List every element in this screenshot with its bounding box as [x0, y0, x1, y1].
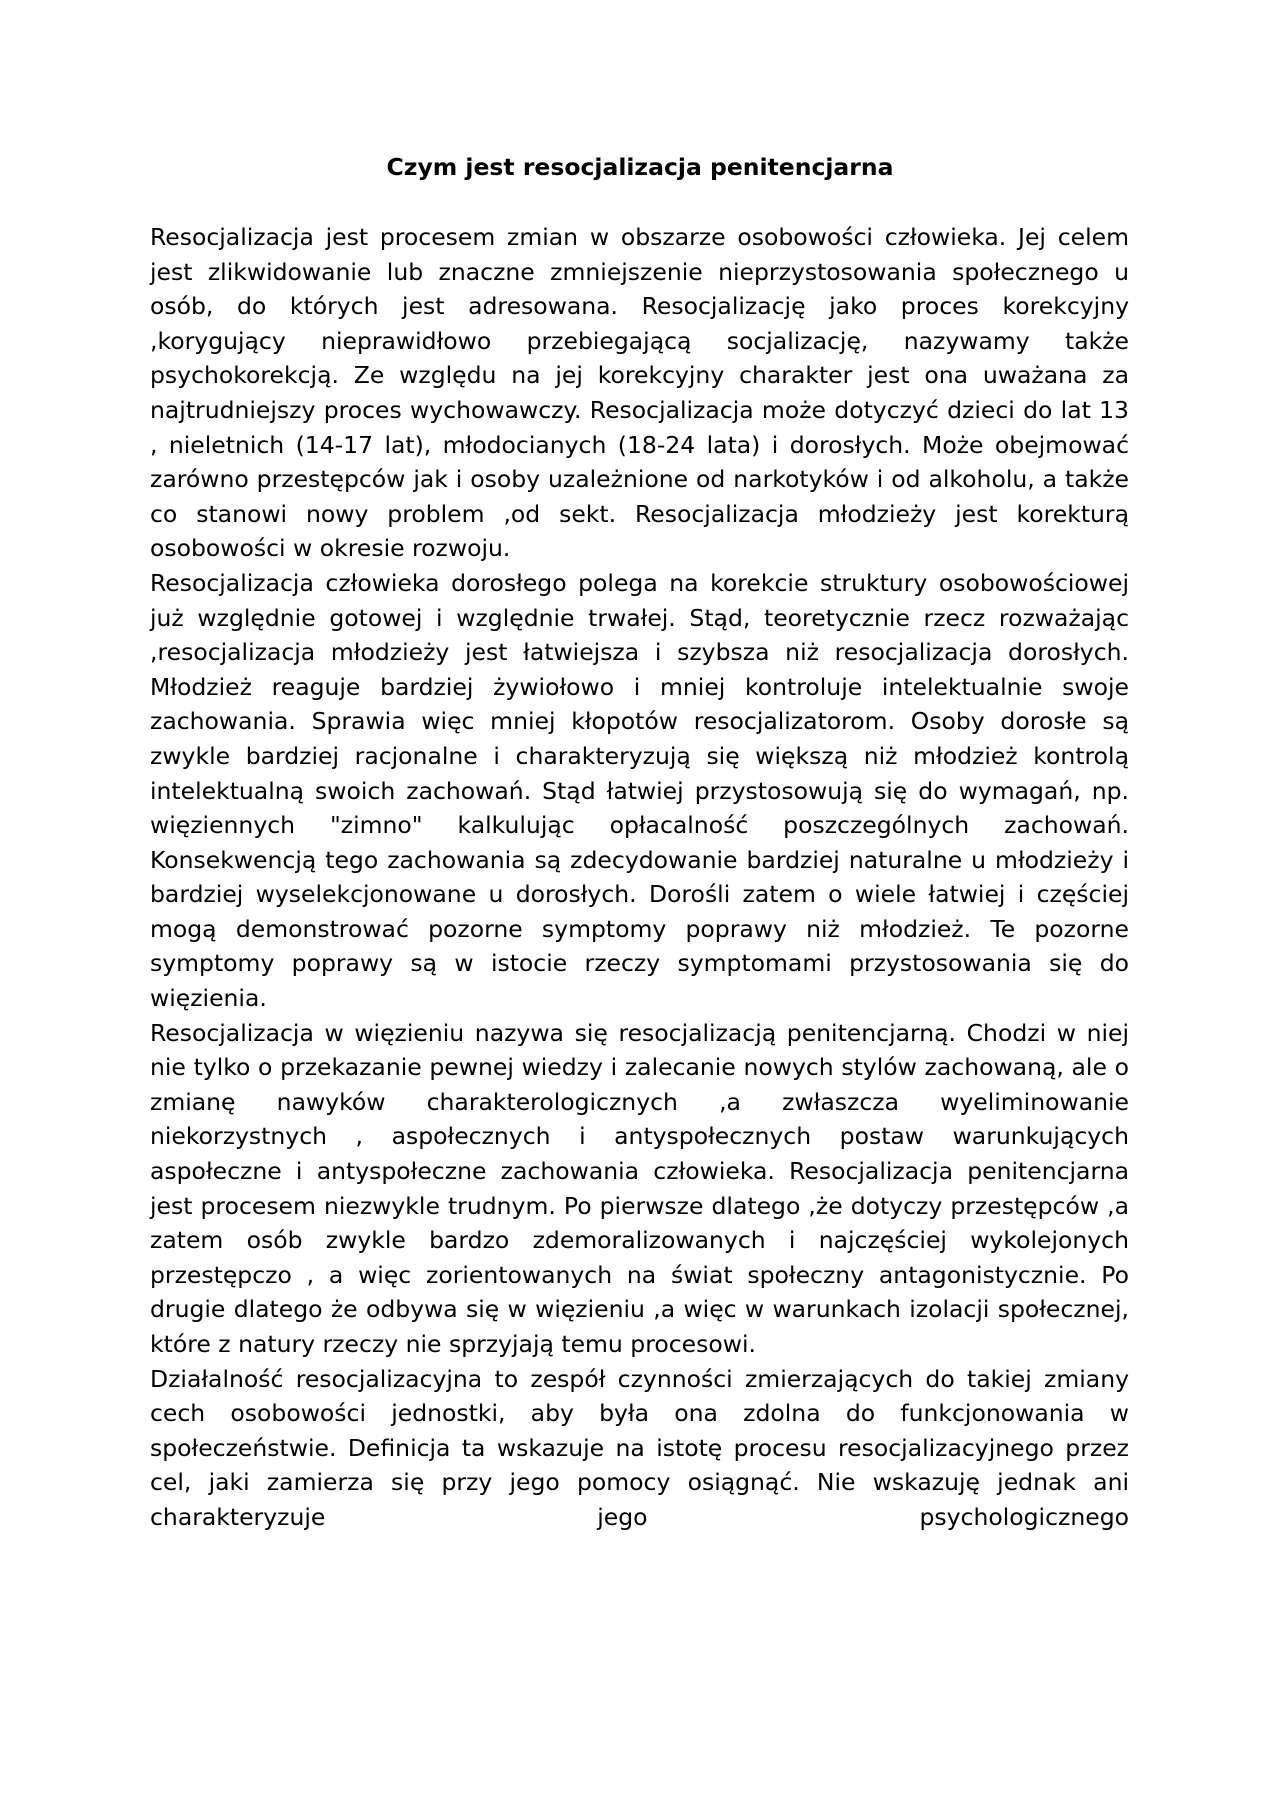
paragraph: Resocjalizacja jest procesem zmian w obszarze osobowości człowieka. Jej celem jest zlikwidowanie lub znaczne zmniejszenie nieprzystosowania społecznego u osób, do których jest adresowana. Resocjalizację jako proces korekcyjny ,korygujący nieprawidłowo przebiegającą socjalizację, nazywamy także psychokorekcją. Ze względu na jej korekcyjny charakter jest ona uważana za najtrudniejszy proces wychowawczy. Resocjalizacja może dotyczyć dzieci do lat 13 , nieletnich (14-17 lat), młodocianych (18-24 lata) i dorosłych. Może obejmować zarówno przestępców jak i osoby uzależnione od narkotyków i od alkoholu, a także co stanowi nowy problem ,od sekt. Resocjalizacja młodzieży jest korekturą osobowości w okresie rozwoju.	[150, 223, 1129, 563]
paragraph: Resocjalizacja człowieka dorosłego polega na korekcie struktury osobowościowej już względnie gotowej i względnie trwałej. Stąd, teoretycznie rzecz rozważając ,resocjalizacja młodzieży jest łatwiejsza i szybsza niż resocjalizacja dorosłych. Młodzież reaguje bardziej żywiołowo i mniej kontroluje intelektualnie swoje zachowania. Sprawia więc mniej kłopotów resocjalizatorom. Osoby dorosłe są zwykle bardziej racjonalne i charakteryzują się większą niż młodzież kontrolą intelektualną swoich zachowań. Stąd łatwiej przystosowują się do wymagań, np. więziennych "zimno" kalkulując opłacalność poszczególnych zachowań. Konsekwencją tego zachowania są zdecydowanie bardziej naturalne u młodzieży i bardziej wyselekcjonowane u dorosłych. Dorośli zatem o wiele łatwiej i częściej mogą demonstrować pozorne symptomy poprawy niż młodzież. Te pozorne symptomy poprawy są w istocie rzeczy symptomami przystosowania się do więzienia.	[150, 568, 1129, 1013]
document-body	[150, 220, 1129, 1535]
paragraph: Działalność resocjalizacyjna to zespół czynności zmierzających do takiej zmiany cech osobowości jednostki, aby była ona zdolna do funkcjonowania w społeczeństwie. Definicja ta wskazuje na istotę procesu resocjalizacyjnego przez cel, jaki zamierza się przy jego pomocy osiągnąć. Nie wskazuję jednak ani charakteryzuje jego psychologicznego	[150, 1364, 1129, 1531]
document-title: Czym jest resocjalizacja penitencjarna	[386, 153, 894, 181]
paragraph: Resocjalizacja w więzieniu nazywa się resocjalizacją penitencjarną. Chodzi w niej nie tylko o przekazanie pewnej wiedzy i zalecanie nowych stylów zachowaną, ale o zmianę nawyków charakterologicznych ,a zwłaszcza wyeliminowanie niekorzystnych , aspołecznych i antyspołecznych postaw warunkujących aspołeczne i antyspołeczne zachowania człowieka. Resocjalizacja penitencjarna jest procesem niezwykle trudnym. Po pierwsze dlatego ,że dotyczy przestępców ,a zatem osób zwykle bardzo zdemoralizowanych i najczęściej wykolejonych przestępczo , a więc zorientowanych na świat społeczny antagonistycznie. Po drugie dlatego że odbywa się w więzieniu ,a więc w warunkach izolacji społecznej, które z natury rzeczy nie sprzyjają temu procesowi.	[150, 1018, 1129, 1358]
